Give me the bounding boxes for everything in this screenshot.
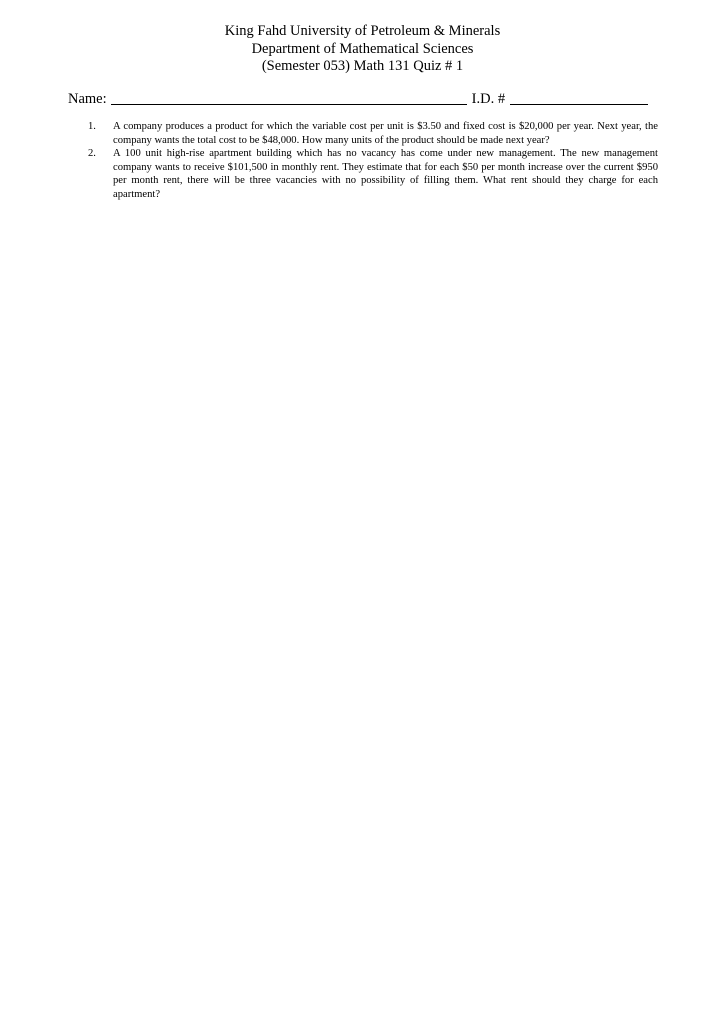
name-blank-line [111, 90, 467, 105]
name-label: Name: [68, 91, 107, 107]
question-number: 1. [88, 121, 96, 132]
question-item [88, 147, 658, 201]
question-list [88, 120, 658, 202]
course-title: (Semester 053) Math 131 Quiz # 1 [261, 58, 464, 74]
question-text: A company produces a product for which the variable cost per unit is $3.50 and fixed cost is $20,000 per year. Next year, the company wants the total cost to be $48,000. How many units of the product should be made next year? [113, 121, 658, 146]
question-text: A 100 unit high-rise apartment building which has no vacancy has come under new management. The new management company wants to receive $101,500 in monthly rent. They estimate that for each $50 per month increase over the current $950 per month rent, there will be three vacancies with no possibility of filling them. What rent should they charge for each apartment? [113, 148, 658, 200]
department-name: Department of Mathematical Sciences [251, 40, 474, 57]
id-blank-line [510, 90, 648, 105]
student-info-row [68, 90, 668, 108]
document-header [0, 23, 725, 76]
question-number: 2. [88, 148, 96, 160]
id-label: I.D. # [471, 91, 506, 107]
university-name: King Fahd University of Petroleum & Minerals [224, 23, 501, 39]
question-item [88, 120, 658, 147]
